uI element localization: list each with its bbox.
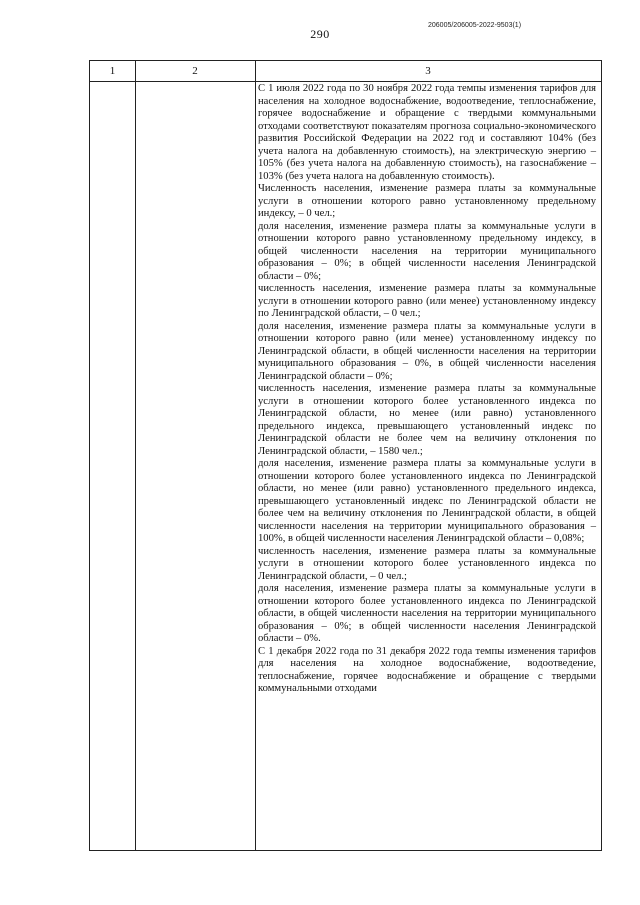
paragraph: С 1 июля 2022 года по 30 ноября 2022 года темпы изменения тарифов для населения на холодное водоснабжение, водоотведение, теплоснабжение, горячее водоснабжение и обращение с твердыми коммунальными отходами соответствуют показателям прогноза социально-экономического развития Российской Федерации на 2022 год и составляют 104% (без учета налога на добавленную стоимость), на электрическую энергию – 105% (без учета налога на добавленную стоимость), на газоснабжение – 103% (без учета налога на добавленную стоимость). — [258, 83, 596, 182]
document-code: 206005/206005-2022-9503(1) — [428, 22, 522, 29]
table-header-row — [90, 60, 601, 82]
page-number: 290 — [310, 27, 330, 41]
paragraph: численность населения, изменение размера платы за коммунальные услуги в отношении которого более установленного индекса по Ленинградской области, но менее (или равно) установленного предельного индекса, превышающего установленный индекс по Ленинградской области не более чем на величину отклонения по Ленинградской области, – 1580 чел.; — [258, 383, 596, 457]
paragraph: доля населения, изменение размера платы за коммунальные услуги в отношении которого более установленного индекса по Ленинградской области, в общей численности населения на территории муниципального образования – 0%; в общей численности населения Ленинградской области – 0%. — [258, 583, 596, 644]
column-divider-2 — [255, 60, 256, 850]
column-header-3: 3 — [425, 65, 431, 77]
paragraph: Численность населения, изменение размера платы за коммунальные услуги в отношении которого равно установленному предельному индексу, – 0 чел.; — [258, 183, 596, 219]
paragraph: численность населения, изменение размера платы за коммунальные услуги в отношении которого равно (или менее) установленному индексу по Ленинградской области, – 0 чел.; — [258, 283, 596, 319]
paragraph: С 1 декабря 2022 года по 31 декабря 2022 года темпы изменения тарифов для населения на холодное водоснабжение, водоотведение, теплоснабжение, горячее водоснабжение и обращение с твердыми коммунальными отходами — [258, 645, 596, 694]
column-header-2: 2 — [192, 65, 198, 77]
column-divider-1 — [135, 60, 136, 850]
paragraph: численность населения, изменение размера платы за коммунальные услуги в отношении которого более установленного индекса по Ленинградской области, – 0 чел.; — [258, 545, 596, 582]
table-cell-content — [258, 83, 596, 696]
paragraph: доля населения, изменение размера платы за коммунальные услуги в отношении которого более установленного индекса по Ленинградской области, но менее (или равно) установленного предельного индекса, превышающего установленный индекс по Ленинградской области не более чем на величину отклонения по Ленинградской области, в общей численности населения на территории муниципального образования – 100%, в общей численности населения Ленинградской области – 0,08%; — [258, 458, 596, 544]
data-table — [89, 60, 602, 851]
paragraph: доля населения, изменение размера платы за коммунальные услуги в отношении которого равно (или менее) установленному индексу по Ленинградской области, в общей численности населения на территории муниципального образования – 0%, в общей численности населения Ленинградской области – 0%; — [258, 320, 596, 382]
paragraph: доля населения, изменение размера платы за коммунальные услуги в отношении которого равно установленному предельному индексу, в общей численности населения на территории муниципального образования – 0%; в общей численности населения Ленинградской области – 0%; — [258, 220, 596, 282]
column-header-1: 1 — [109, 65, 116, 77]
